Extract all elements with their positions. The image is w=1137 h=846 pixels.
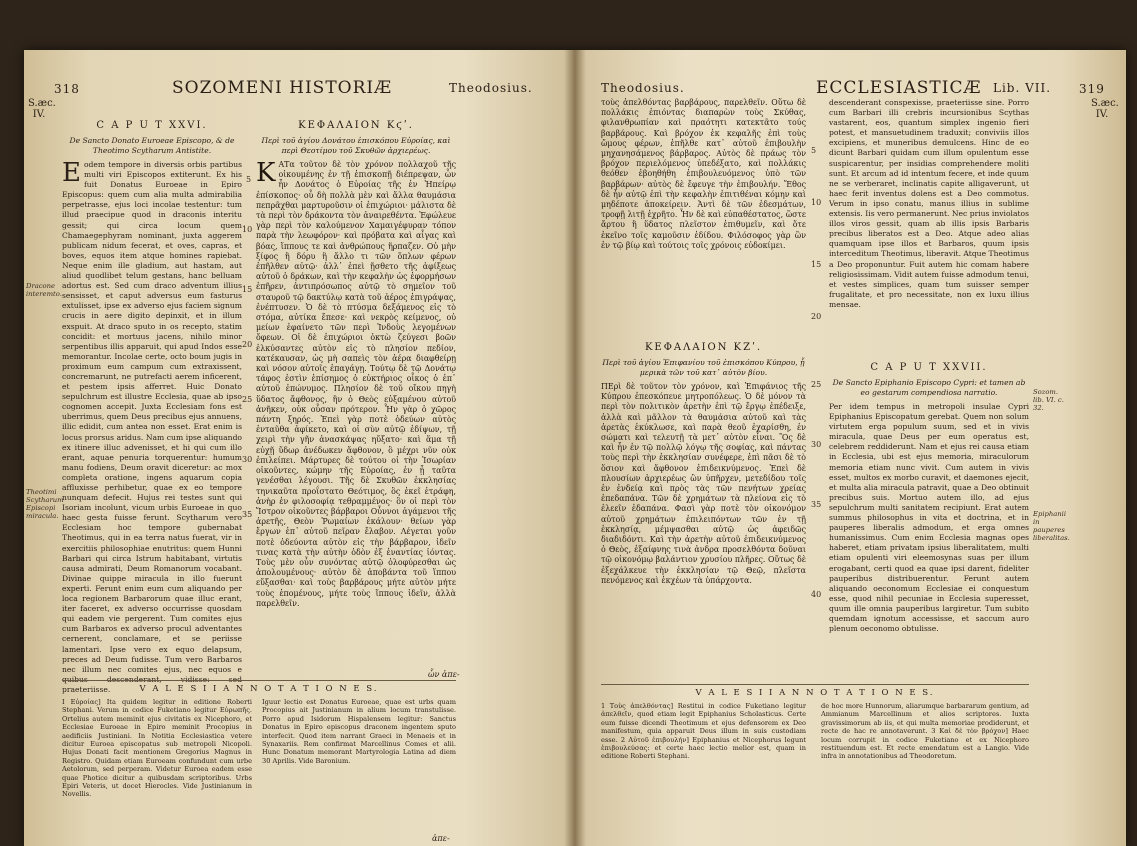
right-sec-label: S.æc. IV. bbox=[1091, 98, 1119, 120]
right-line-number: 15 bbox=[811, 260, 822, 269]
left-latin-column bbox=[62, 120, 242, 694]
left-notes-col-1: I Εὐροίας] Ita quidem legitur in editione Roberti Stephani. Verum in codice Fuketiano legitur Εὐρωπῆς. Ortelius autem meminit ejus civitatis ex Nicephoro, et Ecclesiae Euroeae in Epiro meminit Procopius in aedificiis Justiniani. In Notitia Ecclesiastica vetere dicitur Euroea episcopatus sub metropoli Nicopoli. Hujus Donati facit mentionem Gregorius Magnus in Registro. Quidam etiam Euroeam confundunt cum urbe Aetolorum, sed perperam. Videtur Euroea eadem esse quae Photice dicitur a quibusdam scriptoribus. Urbs Epiri Veteris, ut docet Hierocles. Vide Justinianum in Novellis. bbox=[62, 698, 252, 799]
latin-text: odem tempore in diversis orbis partibus multi viri Episcopos extiterunt. Ex his fuit Donatus Euroeae in Epiro Episcopus: quem cum alia multa admirabilia perpetrasse, ejus loci incolae testentur: tum illud praecipue quod in draconis interitu gessit; qui circa locum quem Chamaegephyram nominant, juxta aggerem publicam nidum fecerat, et oves, capras, et boves, equos item atque homines rapiebat. Neque enim ille gladium, aut hastam, aut aliud quodlibet telum gestans, hanc belluam adortus est. Sed cum draco adventum illius sensisset, et caput adversus eum fasturus extulisset, ipse ex adverso ejus faciem signum crucis in aere digito depinxit, et in illum exspuit. At draco sputo in os recepto, statim concidit: et mortuus jacens, nihilo minor serpentibus illis apparuit, qui apud Indos esse memorantur. Incolae certe, octo boum jugis in proximum eum campum cum extraxissent, concremarunt, ne putrefacti aerem inficerent, et pestem ipsis afferret. Huic Donato sepulchrum est illustre Ecclesia, quae ab ipso cognomen accepit. Juxta Ecclesiam fons est uberrimus, quem Deus precibus ejus annuens, illic edidit, cum antea non esset. Erat enim is locus prorsus aridus. Nam cum ipse aliquando ex itinere illuc advenisset, et hi qui cum illo erant, aquae penuria torquerentur: humum manu fodiens, Deum oravit diceretur: ac mox completa oratione, ingens aquarum copia affluxisse perhibetur, quae ex eo tempore nunquam defecit. Hujus rei testes sunt qui Isoriam incolunt, vicum urbis Euroeae in quo haec gesta fuisse ferunt. Scytharum vero Ecclesiam hoc tempore gubernabat Theotimus, qui in ea terra natus fuerat, vir in exercitiis philosophiae enutritus: quem Hunni Barbari qui circa Istrum habitabant, virtutis causa admirati, Deum Romanorum vocabant. Divinae quippe miracula in illo fuerunt experti. Ferunt enim eum cum aliquando per loca regionem Barbarorum quae illuc erant, iter faceret, ex adverso occurrisse quosdam qui eadem vie pergerent. Tum comites ejus cum Barbaros ex adverso procul adventantes cernerent, conclamare, et se periisse lamentari. Ipse vero ex equo delapsum, preces ad Deum fudisse. Tum vero Barbaros nec illum nec comites ejus, nec equos e praeteriisse. bbox=[62, 160, 242, 694]
left-line-number: 30 bbox=[242, 455, 253, 464]
right-line-number: 20 bbox=[811, 312, 822, 321]
right-notes-header: V A L E S I I A N N O T A T I O N E S. bbox=[695, 688, 935, 698]
greek-chapter-subtitle: Περὶ τοῦ ἁγίου Δονάτου ἐπισκόπου Εὐροίας, καὶ περὶ Θεοτίμου τοῦ Σκυθῶν ἀρχιερέως. bbox=[261, 136, 451, 155]
right-running-title: ECCLESIASTICÆ bbox=[816, 78, 982, 98]
right-line-number: 10 bbox=[811, 198, 822, 207]
right-latin-chapter-title: C A P U T XXVII. bbox=[870, 362, 988, 373]
left-margin-note-2: Theotimi Scytharum Episcopi miracula. bbox=[26, 488, 64, 520]
left-sec-label: S.æc. IV. bbox=[28, 98, 56, 120]
left-line-number: 5 bbox=[246, 175, 252, 184]
right-page bbox=[581, 50, 1126, 846]
left-line-number: 20 bbox=[242, 340, 253, 349]
right-margin-note-2: Epiphanii in pauperes liberalitas. bbox=[1033, 510, 1070, 542]
right-greek-chapter bbox=[601, 342, 806, 677]
left-running-title: SOZOMENI HISTORIÆ bbox=[172, 78, 393, 98]
latin-dropcap: E bbox=[62, 158, 81, 188]
right-greek-chapter-title: ΚΕΦΑΛΑΙΟΝ ΚΖʹ. bbox=[644, 342, 763, 353]
left-notes-catchword: ἀπε- bbox=[432, 834, 450, 843]
right-page-number: 319 bbox=[1079, 82, 1105, 96]
right-line-number: 25 bbox=[811, 380, 822, 389]
left-running-head bbox=[54, 78, 549, 100]
right-latin-top: descenderant conspexisse, praeteriisse sine. Porro cum Barbari illi crebris incursionibus Scythas vastarent, eos, quantum simplex ingenio fieri potest, et mansuetudinem traduxit; conviviis illos excipiens, et muneribus demulcens. Hinc de eo dicunt Barbari quidam cum illum opulentum esse suspicarentur, per insidias comprehendere moliti sunt. Et arcum ad id intentum fecere, et inde quum ne se verberaret, inclinatis capite alligaverunt, ut haec ferit inventus dolens est a Deo commotus. Verum in ipso conatu, manus illius in sublime extensis. Iis vero permanerunt. Nec prius inviolatos illos viros gessit, quam ab illis ipsis Barbaris precibus liberatos est a Deo. Atque adeo alias quamquam ipse illos et Barbaros, quum ipsis interceditum Theotimus, liberavit. Atque Theotimus a Deo proponuntur. Fuit autem hic comam habere religiosissimam. Vidit autem fuisse admodum tenui, et vestes simplices, quam tum suisser semper frugalitate, et pro necessitate, non ex luxu illius mensae. bbox=[829, 98, 1029, 309]
left-line-number: 25 bbox=[242, 395, 253, 404]
left-greek-column bbox=[256, 120, 456, 668]
right-notes-col-1: 1 Τοὺς ἀπελθόντας] Restitui in codice Fuketiano legitur ἀπελθεῖν, quod etiam legit Epiphanius Scholasticus. Certe eum fuisse dicendi Theotimum et ejus defensorem ex Deo manifestum, quia apparuit Deus illum in suis custodiam esse. 2 Αὐτοῦ ἐπιβουλήν] Epiphanius et Nicephorus legunt ἐπιβουλεύσας: et certe haec lectio melior est, quam in editione Roberti Stephani. bbox=[601, 702, 806, 761]
latin-chapter-subtitle: De Sancto Donato Euroeae Episcopo, & de Theotimo Scytharum Antistite. bbox=[69, 136, 235, 155]
left-page bbox=[24, 50, 569, 846]
right-running-liber: Lib. VII. bbox=[993, 81, 1052, 95]
right-running-left: Theodosius. bbox=[601, 81, 685, 95]
book-spread bbox=[24, 50, 1126, 846]
right-latin-body: Per idem tempus in metropoli insulae Cypri Epiphanius Episcopatum gerebat. Quem non solum virtutem erga populum suum, sed et in vivis miracula, quae Deus per eum operatus est, celebrem reddiderunt. Nam et ejus rei causa etiam in Ecclesia, ubi est ejus memoria, miraculorum memoria etiam nunc vivit. Cum autem in vivis esset, multos ex morbo curavit, et daemones ejecit, et multa alia miracula patravit, quae a Deo obtinuit precibus suis. Mortuo autem illo, ad ejus sepulchrum multi sanitatem recipiunt. Erat autem summus philosophus in vita et doctrina, et in pauperes liberalis admodum, et erga omnes humanissimus. Cum enim Ecclesia magnas opes haberet, etiam privatam ipsius liberalitatem, multi etiam opulenti viri eleemosynas suas per illum erogabant, certi quod ea quae ipsi darent, fideliter pauperibus distribuerentur. Ferunt autem aliquando oeconomum Ecclesiae ei conquestum esse, quod nihil pecuniae in Ecclesia superesset, quum ille omnia pauperibus largiretur. Tum subito quemdam ignotum accessisse, et saccum auro plenum oeconomo obtulisse. bbox=[829, 402, 1029, 634]
left-notes-header: V A L E S I I A N N O T A T I O N E S. bbox=[139, 684, 379, 694]
right-greek-top: τοὺς ἀπελθόντας βαρβάρους, παρελθεῖν. Οὕτω δὲ πολλάκις ἐπιόντας διαπαρὼν τοὺς Σκύθας, φιλανθρωπίαν καὶ πραότητι κατεκτᾶτο τούς βαρβάρους. Καὶ βρόχον ἐκ κεφαλῆς ἐπὶ τοὺς ὤμους φέρων, ἐπῆλθε κατ᾽ αὐτοῦ ἐπιβουλὴν μηχανησάμενος βάρβαρος. Αὐτὸς δὲ πράως τὸν βρόχον περιελόμενος ὑπεδέξατο, καὶ πολλάκις θεόθεν ἐβοηθήθη ἐπιβουλευόμενος ὑπὸ τῶν βαρβάρων· αὐτὸς δὲ ἔφευγε τὴν ἐπιβουλήν. Ἔθος δὲ ἦν αὐτῷ ἐπὶ τὴν κεφαλὴν ἐπιτιθέναι κόμην καὶ μηδέποτε ἀποκείρειν. Ἀντὶ δὲ τῶν ἐδεσμάτων, τροφῇ λιτῇ ἐχρῆτο. Ἦν δὲ καὶ εὐπαθέστατος, ὥστε ἄρτου ἢ ὕδατος πλεῖστον ἐπιθυμεῖν, καὶ ὅτε ἐκεῖνο τοῖς καμοῦσιν ἐδίδου. Φιλόσοφος γὰρ ὢν ἐν τῷ βίῳ καὶ τούτοις τοῖς χρόνοις εὐδοκίμει. bbox=[601, 98, 806, 250]
right-line-number: 30 bbox=[811, 440, 822, 449]
left-running-author: Theodosius. bbox=[449, 81, 533, 95]
right-latin-chapter-subtitle: De Sancto Epiphanio Episcopo Cypri: et tamen ab eo gestarum compendiosa narratio. bbox=[832, 378, 1026, 397]
right-running-head bbox=[601, 78, 1106, 100]
left-line-number: 35 bbox=[242, 510, 253, 519]
left-margin-note-1: Dracone interemto. bbox=[26, 282, 62, 298]
left-notes-col-2: Iguur lectio est Donatus Euroeae, quae est urbs quam Procopius ait Justinianum in alium locum transtulisse. Porro apud Isidorum Hispalensem legitur: Sanctus Donatus in Epiro episcopus draconem ingentem sputo interfecit. Quod item narrant Graeci in Menaeis et in Synaxariis. Rem confirmat Marcellinus Comes et alii. Hunc Donatum memorant Martyrologia Latina ad diem 30 Aprilis. Vide Baronium. bbox=[262, 698, 456, 765]
right-greek-body: ΠΕρὶ δὲ τοῦτον τὸν χρόνον, καὶ Ἐπιφάνιος τῆς Κύπρου ἐπεσκόπευε μητροπόλεως. Ὁ δὲ μόνον τὰ περὶ τὸν πολιτικὸν ἀρετὴν ἐπὶ τῷ ἔργῳ ἐπέδειξε, ἀλλὰ καὶ μᾶλλον τὰ θαυμάσια αὐτοῦ καὶ τὰς ἀρετὰς ἐκύκλωσε, καὶ παρὰ θεοῦ ἐχαρίσθη, ἐν σώματι καὶ τελευτῇ τὰ μετ᾽ αὐτὸν εἶναι. Ὃς δὲ καὶ ἦν ἐν τῷ πολλῷ λόγῳ τῆς σοφίας, καὶ πάντας τοὺς περὶ τὴν ἐκκλησίαν συνέφερε, ἐπὶ πᾶσι δὲ τὸ ὅσιον καὶ ἄφθονον ἐπιδεικνύμενος. Ἐπεὶ δὲ πλουσίων ἀρχιερέως ὢν ὑπῆρχεν, μετεδίδου τοῖς ἐν ἐνδείᾳ καὶ πρὸς τὰς τῶν πενήτων χρείας ἐπεδαπάνα. Τῶν δὲ χρημάτων τὰ πλείονα εἰς τὸ ἐλεεῖν ἐδαπάνα. Φασὶ γὰρ ποτὲ τὸν οἰκονόμον αὐτοῦ χρημάτων ἐπιλειπόντων τῶν ἐν τῇ ἐκκλησίᾳ, μέμψασθαι αὐτῷ ὡς ἀφειδῶς διαδιδόντι. Καὶ τὴν ἀρετὴν αὐτοῦ ἐπιδεικνύμενος ὁ Θεὸς, ἐξαίφνης τινὰ ἀνδρα προσελθόντα δοῦναι τῷ οἰκονόμῳ βαλάντιον χρυσίου πλῆρες. Οὕτως δὲ ἐξεχάλκευε τὴν ἐκκλησίαν τῷ Θεῷ, πλεῖστα πενόμενος καὶ ἐκχέων τὰ ὑπάρχοντα. bbox=[601, 382, 806, 585]
right-line-number: 40 bbox=[811, 590, 822, 599]
left-catchword: ὧν ἀπε- bbox=[428, 670, 460, 679]
right-line-number: 5 bbox=[811, 146, 817, 155]
latin-chapter-title: C A P U T XXVI. bbox=[96, 120, 208, 131]
greek-paragraph bbox=[256, 160, 456, 609]
left-page-number: 318 bbox=[54, 82, 80, 96]
right-latin-chapter bbox=[829, 362, 1029, 680]
left-line-number: 10 bbox=[242, 225, 253, 234]
right-margin-note-1: Sozom. lib. VI. c. 32. bbox=[1033, 388, 1064, 412]
right-notes-rule bbox=[601, 684, 1029, 685]
latin-paragraph bbox=[62, 160, 242, 695]
greek-chapter-title: ΚΕΦΑΛΑΙΟΝ Κϛʹ. bbox=[298, 120, 414, 131]
greek-text: ΑΤα τοῦτον δὲ τὸν χρόνον πολλαχοῦ τῆς οἰκουμένης ἐν τῇ ἐπισκοπῇ διέπρεψαν, ὧν ἦν Δονάτος ὁ Εὐροίας τῆς ἐν Ἠπείρῳ ἐπίσκοπος· οὗ δὴ πολλὰ μὲν καὶ ἄλλα θαυμάσια πεπρᾶχθαι μαρτυροῦσιν οἱ ἐπιχώριοι· μάλιστα δὲ τὰ περὶ τὸν δράκοντα τὸν ἀναιρεθέντα. Ἐφώλευε γὰρ περὶ τὸν καλούμενον Χαμαιγέφυραν τόπον παρὰ τὴν λεωφόρον· καὶ πρόβατα καὶ αἶγας καὶ βόας, ἵππους τε καὶ ἀνθρώπους ἥρπαζεν. Οὐ μὴν ξίφος ἢ δόρυ ἢ ἄλλο τι τῶν ὅπλων φέρων ἐπῆλθεν αὐτῷ· ἀλλ᾽ ἐπεὶ ᾔσθετο τῆς ἀφίξεως αὐτοῦ ὁ δράκων, καὶ τὴν κεφαλὴν ὡς ἐφορμήσων ἐπῆρεν, ἀντιπρόσωπος αὐτῷ τὸ σημεῖον τοῦ σταυροῦ τῷ δακτύλῳ κατὰ τοῦ ἀέρος ἐπιγράψας, ἐνέπτυσεν. Ὁ δὲ τὸ πτύσμα δεξάμενος εἰς τὸ στόμα, αὐτίκα ἔπεσε· καὶ νεκρὸς κείμενος, οὐ μείων ἐφαίνετο τῶν περὶ Ἰνδοὺς λεγομένων ὄφεων. Οἱ δὲ ἐπιχώριοι ὀκτὼ ζεύγεσι βοῶν ἑλκύσαντες αὐτὸν εἰς τὸ πλησίον πεδίον, κατέκαυσαν, ὡς μὴ σαπεὶς τὸν ἀέρα διαφθείρῃ καὶ νόσον αὐτοῖς ἐπαγάγῃ. Τούτῳ δὲ τῷ Δονάτῳ τάφος ἐστὶν ἐπίσημος ὁ εὐκτήριος οἶκος ὁ ἐπ᾽ αὐτοῦ ἐπώνυμος. Πλησίον δὲ τοῦ οἴκου πηγὴ ὕδατος ἄφθονος, ἣν ὁ Θεὸς εὐξαμένου αὐτοῦ ἀνῆκεν, οὐκ οὖσαν πρότερον. Ἦν γὰρ ὁ χῶρος πάντη ξηρός. Ἐπεὶ γὰρ ποτὲ ὁδεύων αὐτὸς ἐνταῦθα ἀφίκετο, καὶ οἱ σὺν αὐτῷ ἐδίψων, τῇ χειρὶ τὴν γῆν ἀνασκάψας ηὔξατο· καὶ ἅμα τῇ εὐχῇ ὕδωρ ἀνέδωκεν ἄφθονον, ὃ μέχρι νῦν οὐκ ἐπιλείπει. Μάρτυρες δὲ τούτου οἱ τὴν Ἰσωρίαν οἰκοῦντες, κώμην τῆς Εὐροίας, ἐν ᾗ ταῦτα γενέσθαι λέγουσι. Τῆς δὲ Σκυθῶν ἐκκλησίας τηνικαῦτα προΐστατο Θεότιμος, ὃς ἐκεῖ ἐτράφη, ἀνὴρ ἐν φιλοσοφίᾳ τεθραμμένος· ὃν οἱ περὶ τὸν Ἴστρον οἰκοῦντες βάρβαροι Οὖννοι ἀγάμενοι τῆς ἀρετῆς, Θεὸν Ῥωμαίων ἐκάλουν· θείων γὰρ ἔργων ἐπ᾽ αὐτοῦ πεῖραν ἔλαβον. Λέγεται γοῦν ποτὲ ὁδεύοντα αὐτὸν εἰς τὴν βάρβαρον, ἰδεῖν τινας κατὰ τὴν αὐτὴν ὁδὸν ἐξ ἐναντίας ἰόντας. Τοὺς μὲν οὖν συνόντας αὐτῷ ὀλοφύρεσθαι ὡς ἀπολουμένους· αὐτὸν δὲ ἀποβάντα τοῦ ἵππου εὔξασθαι· καὶ τοὺς βαρβάρους μήτε αὐτὸν μήτε τοὺς ἑπομένους, μήτε τοὺς ἵππους ἰδεῖν, ἀλλὰ παρελθεῖν. bbox=[256, 160, 456, 608]
left-notes-rule bbox=[62, 680, 456, 681]
right-greek-chapter-subtitle: Περὶ τοῦ ἁγίου Ἐπιφανίου τοῦ ἐπισκόπου Κύπρου, ᾗ μερικὰ τῶν τοῦ κατ᾽ αὐτὸν βίου. bbox=[602, 358, 805, 377]
right-notes-col-2: de hoc more Hunnorum, aliarumque barbararum gentium, ad Ammianum Marcellinum et alios scriptores. Iuxta gravissimorum ab iis, et qui multa memoriae prodiderunt, et recte de hac re annotaverunt. 3 Καὶ δὲ τὸν βρόχον] Haec locum corrupit in codice Fuketiano et ex Nicephoro restituendum est. Et recte emendatum est a Langio. Vide infra in annotationibus ad Theodoretum. bbox=[821, 702, 1029, 761]
left-line-number: 15 bbox=[242, 285, 253, 294]
right-line-number: 35 bbox=[811, 500, 822, 509]
greek-dropcap: Κ bbox=[256, 158, 276, 188]
